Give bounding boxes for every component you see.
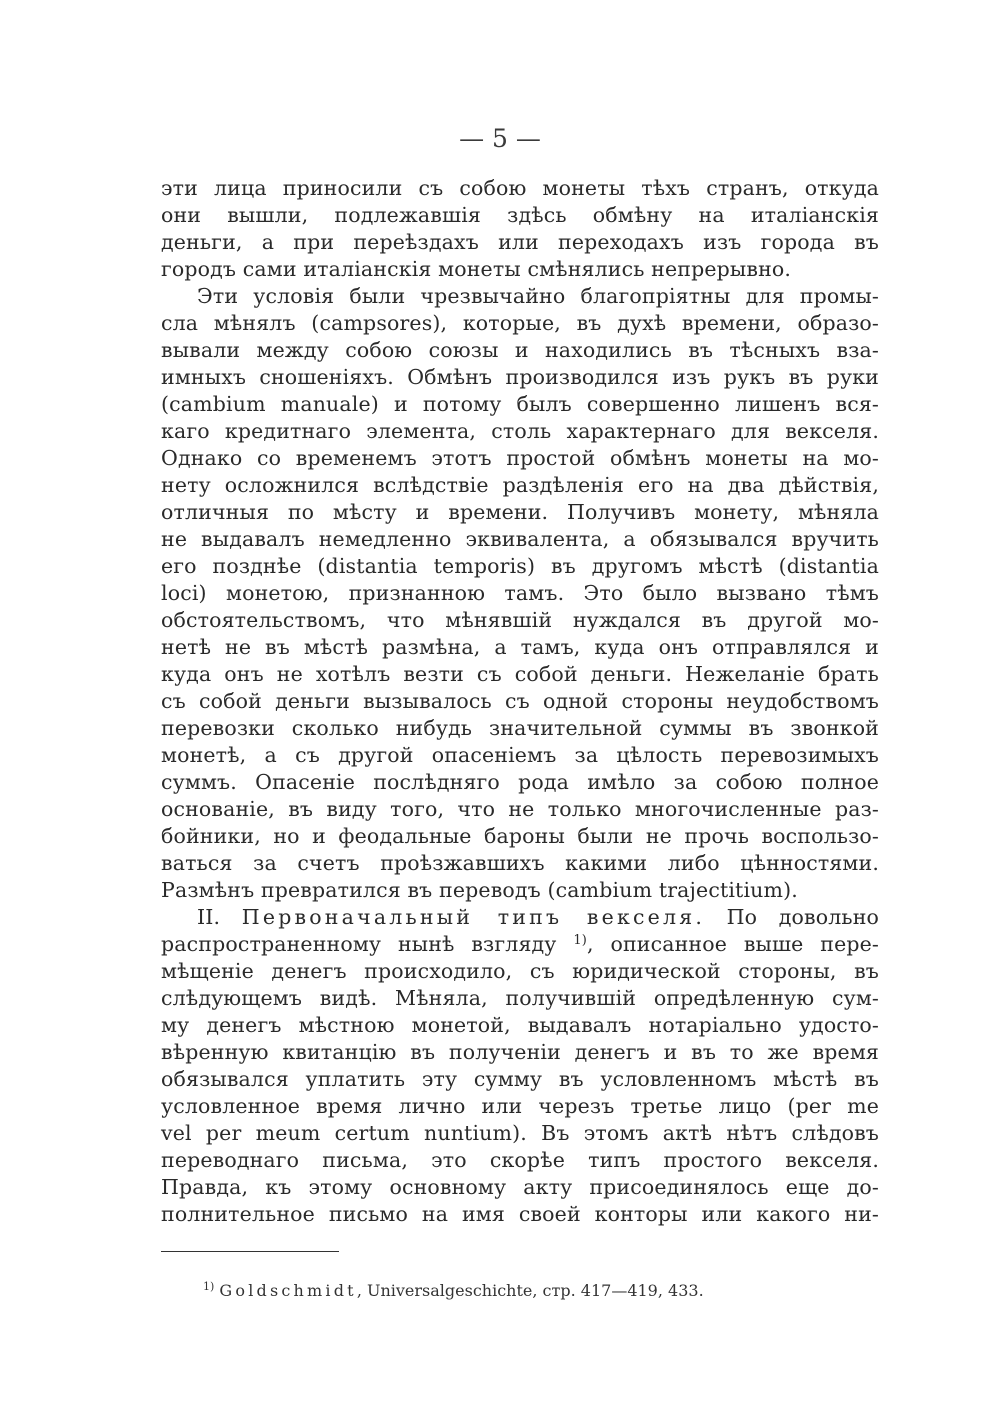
text-line: Правда, къ этому основному акту присоединялось еще до-: [161, 1175, 879, 1199]
page-number: — 5 —: [459, 124, 541, 153]
text-line: бойники, но и феодальные бароны были не прочь воспользо-: [161, 824, 879, 848]
text-line: не выдавалъ немедленно эквивалента, а обязывался вручить: [161, 527, 879, 551]
text-line: они вышли, подлежавшія здѣсь обмѣну на италіанскія: [161, 203, 879, 227]
text-line: городъ сами италіанскія монеты смѣнялись непрерывно.: [161, 257, 792, 281]
text-line: Однако со временемъ этотъ простой обмѣнъ монеты на мо-: [161, 446, 879, 470]
text-line: сла мѣнялъ (campsores), которые, въ духѣ времени, образо-: [161, 311, 879, 335]
text-line: Эти условія были чрезвычайно благопріятны для промы-: [197, 284, 879, 308]
text-line: нету осложнился вслѣдствіе раздѣленія его на два дѣйствія,: [161, 473, 879, 497]
text-line: имныхъ сношеніяхъ. Обмѣнъ производился изъ рукъ въ руки: [161, 365, 879, 389]
text-line: (cambium manuale) и потому былъ совершенно лишенъ вся-: [161, 392, 879, 416]
text-line: монетѣ, а съ другой опасеніемъ за цѣлость перевозимыхъ: [161, 743, 879, 767]
text-line: полнительное письмо на имя своей конторы или какого ни-: [161, 1202, 879, 1226]
text-line: вѣренную квитанцію въ полученіи денегъ и въ то же время: [161, 1040, 879, 1064]
text-line: основаніе, въ виду того, что не только многочисленные раз-: [161, 797, 879, 821]
text-line: нетѣ не въ мѣстѣ размѣна, а тамъ, куда онъ отправлялся и: [161, 635, 879, 659]
text-line: loci) монетою, признанною тамъ. Это было вызвано тѣмъ: [161, 581, 879, 605]
text-line: перевозки сколько нибудь значительной суммы въ звонкой: [161, 716, 879, 740]
footnote-author: Goldschmidt: [219, 1281, 357, 1300]
footnote-text: , Universalgeschichte, стр. 417—419, 433.: [356, 1281, 704, 1300]
text-line: вывали между собою союзы и находились въ тѣсныхъ вза-: [161, 338, 879, 362]
text-line: отличныя по мѣсту и времени. Получивъ монету, мѣняла: [161, 500, 879, 524]
footnote-marker: 1): [203, 1280, 215, 1293]
text-line: деньги, а при переѣздахъ или переходахъ изъ города въ: [161, 230, 879, 254]
text-line: обстоятельствомъ, что мѣнявшій нуждался въ другой мо-: [161, 608, 879, 632]
text-line: переводнаго письма, это скорѣе типъ простого векселя.: [161, 1148, 879, 1172]
text-line: му денегъ мѣстною монетой, выдавалъ нотаріально удосто-: [161, 1013, 879, 1037]
text-line: условленное время лично или черезъ третье лицо (per me: [161, 1094, 879, 1118]
text-line: распространенному нынѣ взгляду $^{1)}$, описанное выше пере-: [161, 932, 879, 956]
text-line: его позднѣе (distantia temporis) въ другомъ мѣстѣ (distantia: [161, 554, 879, 578]
footnote-divider: [161, 1251, 339, 1252]
text-line: эти лица приносили съ собою монеты тѣхъ странъ, откуда: [161, 176, 879, 200]
section-title: Первоначальный типъ векселя.: [241, 905, 706, 929]
footnote-ref: 1): [573, 933, 587, 948]
section-lead-rest: По довольно: [705, 905, 880, 929]
text-line: съ собой деньги вызывалось съ одной стороны неудобствомъ: [161, 689, 879, 713]
text-line: ваться за счетъ проѣзжавшихъ какими либо цѣнностями.: [161, 851, 879, 875]
text-line: vel per meum certum nuntium). Въ этомъ актѣ нѣтъ слѣдовъ: [161, 1121, 879, 1145]
text-line: суммъ. Опасеніе послѣдняго рода имѣло за собою полное: [161, 770, 879, 794]
footnote: [203, 1278, 704, 1304]
section-number: II.: [197, 905, 221, 929]
text-line: Размѣнъ превратился въ переводъ (cambium trajectitium).: [161, 878, 798, 902]
text-line: слѣдующемъ видѣ. Мѣняла, получившій опредѣленную сум-: [161, 986, 879, 1010]
section-heading-line: [197, 904, 879, 931]
text-line: куда онъ не хотѣлъ везти съ собой деньги. Нежеланіе брать: [161, 662, 879, 686]
text-line: обязывался уплатить эту сумму въ условленномъ мѣстѣ въ: [161, 1067, 879, 1091]
text-line: мѣщеніе денегъ происходило, съ юридической стороны, въ: [161, 959, 879, 983]
text-line: каго кредитнаго элемента, столь характернаго для векселя.: [161, 419, 879, 443]
